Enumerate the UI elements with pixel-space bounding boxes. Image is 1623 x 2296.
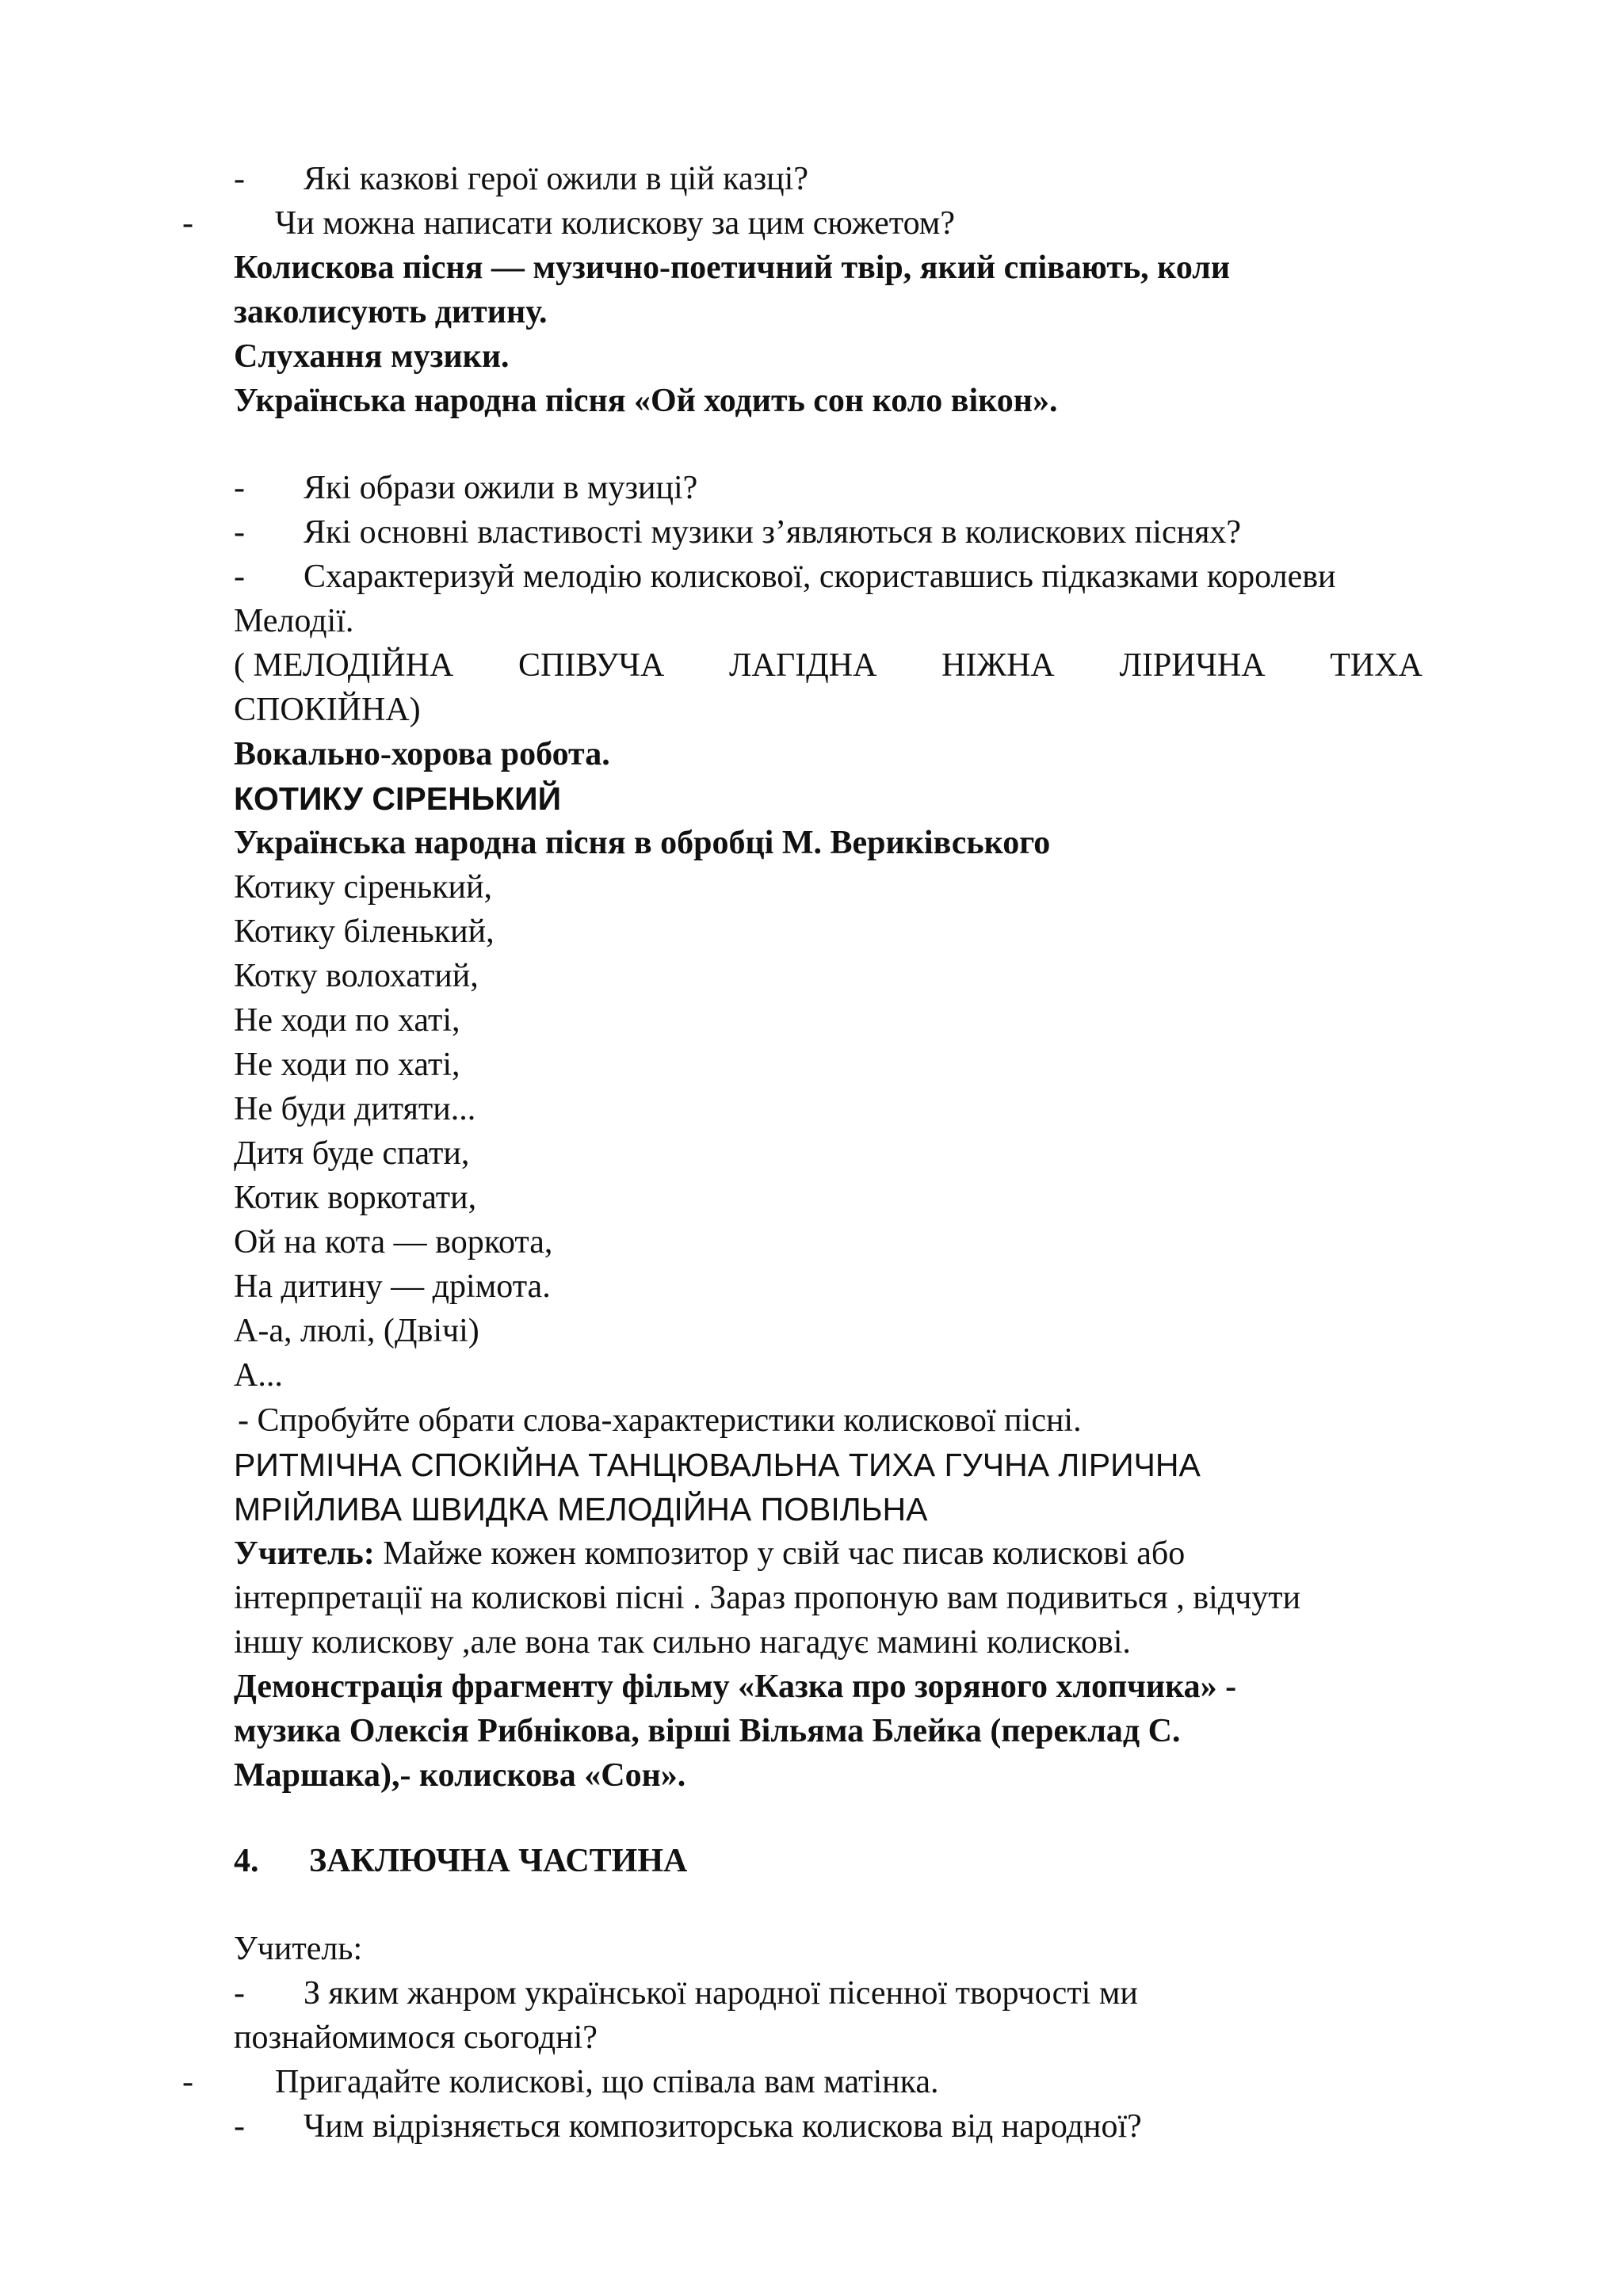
question-line: Які образи ожили в музиці? [304,470,698,506]
demo-line: музика Олексія Рибнікова, вірші Вільяма Блейка (переклад С. [234,1713,1181,1749]
song-line: Котику сіренький, [234,869,492,906]
vocal-heading: Вокально-хорова робота. [234,736,610,772]
closing-question: З яким жанром української народної пісенної творчості ми [304,1975,1138,2012]
closing-question: Пригадайте колискові, що співала вам матінка. [275,2064,939,2100]
question-line: Які основні властивості музики з’являються в колискових піснях? [304,514,1242,551]
hint-words [234,643,1423,688]
bullet-dash: - [234,514,245,551]
song-line: Не буди дитяти... [234,1091,476,1127]
listening-song: Українська народна пісня «Ой ходить сон коло вікон». [234,383,1058,419]
demo-line: Демонстрація фрагменту фільму «Казка про зоряного хлопчика» - [234,1669,1237,1705]
bullet-dash: - [182,205,193,242]
bullet-dash: - [234,2108,245,2145]
section-number: 4. [234,1843,259,1879]
hint-words-end: СПОКІЙНА) [234,692,421,728]
listening-heading: Слухання музики. [234,338,510,375]
try-words-prompt: - Спробуйте обрати слова-характеристики колискової пісні. [238,1402,1082,1439]
bullet-dash: - [234,161,245,197]
hint-word: ЛІРИЧНА [1119,647,1266,684]
song-line: А... [234,1357,283,1394]
demo-line: Маршака),- колискова «Сон». [234,1757,686,1794]
song-line: Котку волохатий, [234,958,479,994]
song-line: Дитя буде спати, [234,1135,470,1172]
word-choices-line: МРІЙЛИВА ШВИДКА МЕЛОДІЙНА ПОВІЛЬНА [234,1491,928,1527]
hint-word: ТИХА [1330,647,1423,684]
song-line: Не ходи по хаті, [234,1002,460,1039]
bullet-dash: - [234,559,245,595]
closing-teacher-label: Учитель: [234,1931,363,1967]
closing-question-cont: познайомимося сьогодні? [234,2019,598,2056]
song-title: КОТИКУ СІРЕНЬКИЙ [234,780,562,817]
song-line: На дитину — дрімота. [234,1268,551,1305]
hint-word: ( МЕЛОДІЙНА [234,647,454,684]
definition-line: заколисують дитину. [234,294,548,330]
section-title: ЗАКЛЮЧНА ЧАСТИНА [309,1843,688,1879]
definition-line: Колискова пісня — музично-поетичний твір, який співають, коли [234,250,1231,286]
song-line: Котику біленький, [234,913,495,950]
closing-question: Чим відрізняється композиторська колискова від народної? [304,2108,1142,2145]
question-line: Які казкові герої ожили в цій казці? [304,161,808,197]
hint-word: СПІВУЧА [518,647,665,684]
song-line: А-а, люлі, (Двічі) [234,1313,479,1349]
bullet-dash: - [182,2064,193,2100]
bullet-dash: - [234,1975,245,2012]
question-line: Чи можна написати колискову за цим сюжетом? [275,205,956,242]
hint-word: ЛАГІДНА [729,647,877,684]
teacher-text: інтерпретації на колискові пісні . Зараз пропоную вам подивиться , відчути [234,1580,1301,1616]
song-line: Ой на кота — воркота, [234,1224,553,1261]
bullet-dash: - [234,470,245,506]
teacher-text: Майже кожен композитор у свій час писав колискові або [374,1535,1186,1572]
song-line: Не ходи по хаті, [234,1047,460,1083]
melody-continuation: Мелодії. [234,603,354,639]
question-line: Схарактеризуй мелодію колискової, скориставшись підказками королеви [304,559,1336,595]
teacher-paragraph [234,1531,1185,1576]
hint-word: НІЖНА [941,647,1055,684]
teacher-text: іншу колискову ,але вона так сильно нагадує мамині колискові. [234,1624,1131,1661]
song-subtitle: Українська народна пісня в обробці М. Вериківського [234,825,1051,861]
word-choices-line: РИТМІЧНА СПОКІЙНА ТАНЦЮВАЛЬНА ТИХА ГУЧНА ЛІРИЧНА [234,1447,1201,1483]
song-line: Котик воркотати, [234,1180,477,1216]
teacher-label: Учитель: [234,1535,375,1572]
